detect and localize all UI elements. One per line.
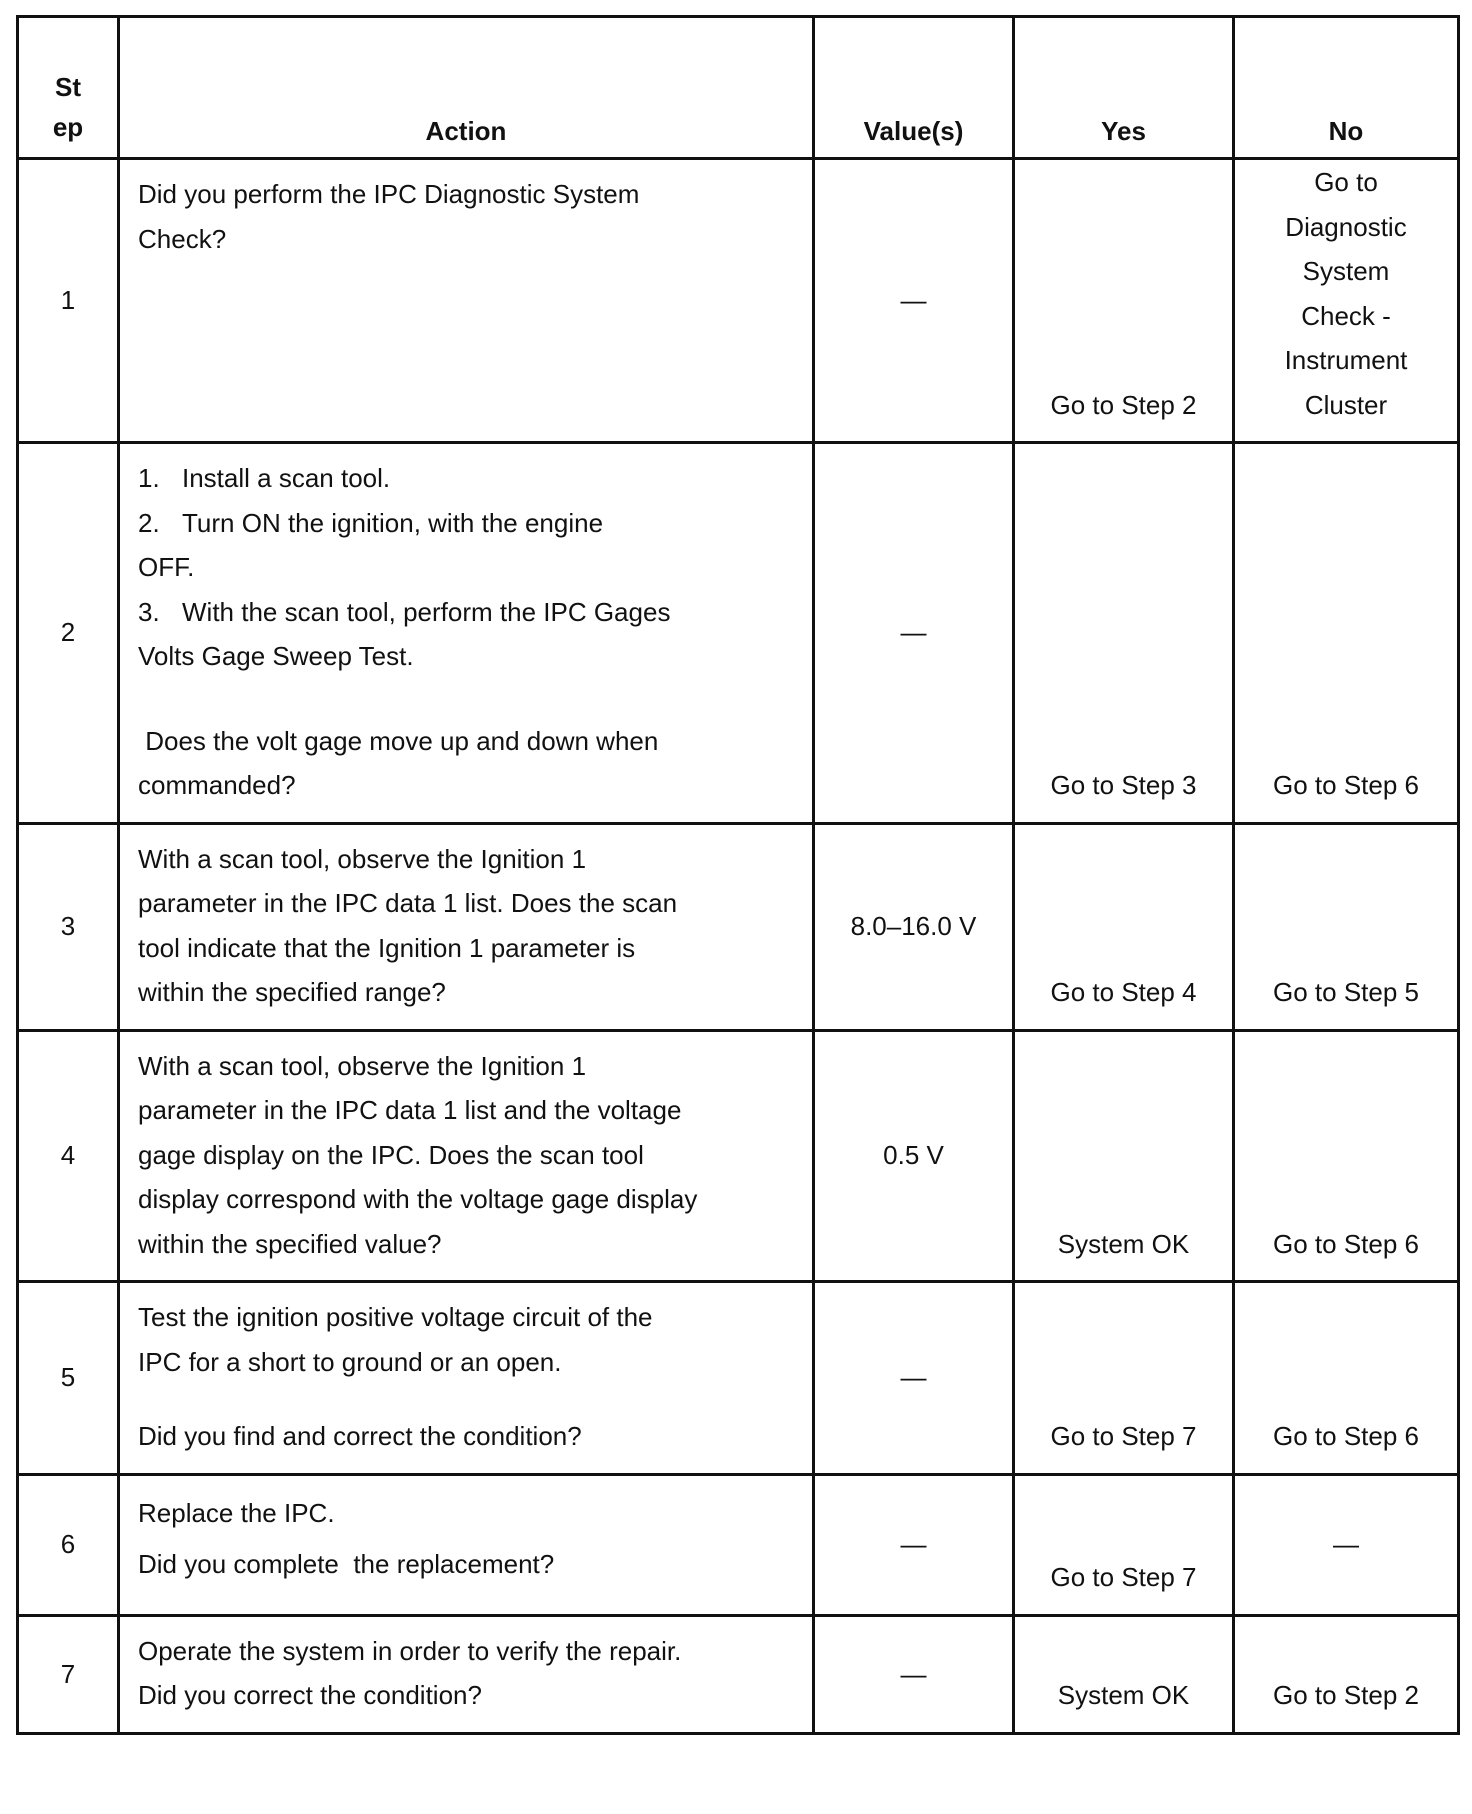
action-cell	[119, 443, 814, 824]
action-question: commanded?	[138, 770, 296, 800]
action-text: Did you complete the replacement?	[138, 1548, 555, 1579]
table-row	[18, 823, 1459, 1030]
action-text: With a scan tool, observe the Ignition 1	[138, 843, 587, 874]
no-cell: Go to Step 5	[1234, 823, 1459, 1030]
action-text: Did you correct the condition?	[138, 1680, 482, 1710]
no-text: Go to	[1314, 167, 1378, 197]
value-cell: 8.0–16.0 V	[814, 823, 1014, 1030]
no-text: Instrument	[1284, 345, 1408, 375]
header-values: Value(s)	[814, 17, 1014, 159]
no-cell: —	[1234, 1474, 1459, 1615]
header-step	[18, 17, 119, 159]
action-text: gage display on the IPC. Does the scan tool	[138, 1139, 644, 1170]
no-cell: Go to Step 2	[1234, 1615, 1459, 1733]
no-cell: Go to Step 6	[1234, 1282, 1459, 1475]
yes-cell: Go to Step 7	[1014, 1282, 1234, 1475]
table-row	[18, 1282, 1459, 1475]
table-row	[18, 159, 1459, 443]
header-step-line-2: ep	[52, 112, 84, 142]
action-text: Test the ignition positive voltage circuit of the	[138, 1302, 653, 1332]
action-cell	[119, 823, 814, 1030]
action-text: within the specified value?	[138, 1228, 442, 1259]
action-text: Volts Gage Sweep Test.	[138, 641, 414, 671]
value-cell: —	[814, 1615, 1014, 1733]
value-cell: 0.5 V	[814, 1030, 1014, 1282]
yes-cell: System OK	[1014, 1030, 1234, 1282]
action-cell	[119, 1282, 814, 1475]
action-cell	[119, 159, 814, 443]
action-text: parameter in the IPC data 1 list. Does the scan	[138, 888, 678, 918]
step-number: 4	[18, 1030, 119, 1282]
no-cell	[1234, 159, 1459, 443]
action-question: Does the volt gage move up and down when	[138, 725, 659, 756]
yes-cell: Go to Step 7	[1014, 1474, 1234, 1615]
list-item: 1. Install a scan tool.	[138, 463, 391, 493]
action-text: within the specified range?	[138, 977, 446, 1007]
step-number: 1	[18, 159, 119, 443]
action-question: Did you find and correct the condition?	[138, 1421, 582, 1451]
header-no: No	[1234, 17, 1459, 159]
header-row	[18, 17, 1459, 159]
action-cell	[119, 1615, 814, 1733]
action-text: display correspond with the voltage gage display	[138, 1184, 698, 1214]
no-cell: Go to Step 6	[1234, 1030, 1459, 1282]
action-text: With a scan tool, observe the Ignition 1	[138, 1050, 587, 1081]
yes-cell: Go to Step 2	[1014, 159, 1234, 443]
list-item: 2. Turn ON the ignition, with the engine	[138, 507, 604, 538]
step-number: 3	[18, 823, 119, 1030]
table-row	[18, 443, 1459, 824]
value-cell: —	[814, 1282, 1014, 1475]
step-number: 6	[18, 1474, 119, 1615]
header-yes: Yes	[1014, 17, 1234, 159]
action-text: Replace the IPC.	[138, 1497, 335, 1528]
no-text: System	[1302, 256, 1390, 286]
no-cell: Go to Step 6	[1234, 443, 1459, 824]
action-text: tool indicate that the Ignition 1 parameter is	[138, 932, 636, 963]
table-row	[18, 1474, 1459, 1615]
table-row	[18, 1030, 1459, 1282]
action-cell	[119, 1474, 814, 1615]
action-text: IPC for a short to ground or an open.	[138, 1346, 562, 1377]
action-cell	[119, 1030, 814, 1282]
diagnostic-table	[16, 15, 1460, 1735]
step-number: 7	[18, 1615, 119, 1733]
action-text: Did you perform the IPC Diagnostic System	[138, 179, 640, 209]
list-item: 3. With the scan tool, perform the IPC Gages	[138, 596, 671, 627]
yes-cell: Go to Step 3	[1014, 443, 1234, 824]
step-number: 5	[18, 1282, 119, 1475]
yes-cell: Go to Step 4	[1014, 823, 1234, 1030]
action-text: Check?	[138, 223, 227, 254]
action-text: Operate the system in order to verify the repair.	[138, 1635, 682, 1666]
header-action: Action	[119, 17, 814, 159]
no-text: Cluster	[1304, 389, 1388, 420]
header-step-line-1: St	[55, 72, 81, 102]
action-text: parameter in the IPC data 1 list and the voltage	[138, 1095, 682, 1125]
no-text: Check -	[1301, 300, 1391, 331]
step-number: 2	[18, 443, 119, 824]
table-row	[18, 1615, 1459, 1733]
action-text: OFF.	[138, 552, 195, 582]
yes-cell: System OK	[1014, 1615, 1234, 1733]
value-cell: —	[814, 443, 1014, 824]
no-text: Diagnostic	[1285, 211, 1407, 242]
value-cell: —	[814, 159, 1014, 443]
value-cell: —	[814, 1474, 1014, 1615]
